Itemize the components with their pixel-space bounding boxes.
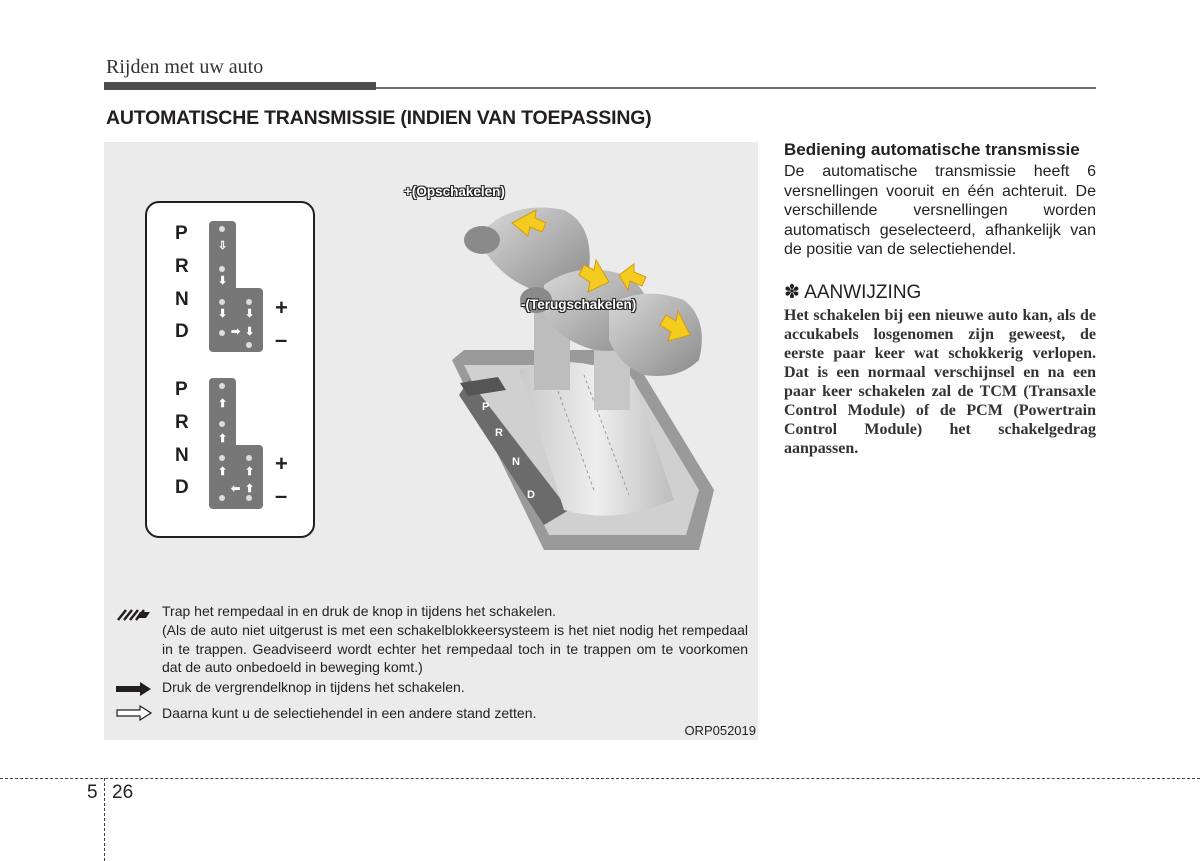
upshift-sign: + [275, 295, 288, 320]
legend-text-shift: Daarna kunt u de selectiehendel in een andere stand zetten. [162, 705, 537, 721]
gate-label-d: D [175, 477, 189, 498]
subheading: Bediening automatische transmissie [784, 140, 1080, 159]
figure-code: ORP052019 [684, 723, 756, 738]
gate-label-n: N [175, 445, 189, 466]
legend-text-note: (Als de auto niet uitgerust is met een schakelblokkeersysteem is het niet nodig het rempedaal in te trappen. Geadviseerd wordt echter het rempedaal toch in te trappen om te voorkomen dat de auto onbedoeld in beweging komt.) [162, 622, 748, 675]
gate-label-r: R [175, 412, 189, 433]
gate-label-d: D [175, 321, 189, 342]
section-title: AUTOMATISCHE TRANSMISSIE (INDIEN VAN TOEPASSING) [106, 107, 652, 129]
console-letter-d: D [527, 489, 535, 501]
body-paragraph: De automatische transmissie heeft 6 versnellingen vooruit en één achteruit. De verschillende versnellingen worden automatisch geselecteerd, afhankelijk van de positie van de selectiehendel. [784, 163, 1096, 258]
gate-label-p: P [175, 223, 188, 244]
console-letter-r: R [495, 427, 503, 439]
gate-label-n: N [175, 289, 189, 310]
header-bar [104, 82, 376, 90]
running-head: Rijden met uw auto [106, 56, 264, 78]
figure-panel [104, 142, 758, 740]
note-body: Het schakelen bij een nieuwe auto kan, als de accukabels losgenomen zijn geweest, de eerste paar keer wat schokkerig verlopen. Dat is een normaal verschijnsel en na een paar keer schakelen zal de TCM (Transaxle Control Module) of de PCM (Powertrain Control Module) het schakelgedrag aanpassen. [784, 306, 1096, 457]
page-number: 26 [112, 782, 134, 803]
console-letter-n: N [512, 456, 520, 468]
note-title: ✽ AANWIJZING [784, 281, 922, 303]
console-letter-p: P [482, 401, 490, 413]
gate-label-p: P [175, 379, 188, 400]
header-rule [376, 87, 1096, 89]
footer-rule [0, 778, 1200, 779]
legend-text-lock: Druk de vergrendelknop in tijdens het schakelen. [162, 679, 465, 695]
outline-arrow-icon [116, 705, 152, 721]
shift-pattern-box: P R N D ⇩ ⬇ ⬇ ➡ ⬇ ⬇ + – P R N D ⬆ ⬆ ⬆ ⬅ ⬆ ⬆ + – [145, 201, 315, 538]
chapter-number: 5 [87, 782, 98, 803]
gate-label-r: R [175, 256, 189, 277]
gear-shifter-illustration [424, 180, 724, 580]
legend-text-brake: Trap het rempedaal in en druk de knop in tijdens het schakelen. [162, 603, 557, 619]
solid-arrow-icon [116, 682, 152, 696]
brake-pedal-icon [116, 608, 152, 622]
right-column [784, 140, 1096, 458]
footer-divider [104, 778, 105, 861]
downshift-callout: -(Terugschakelen) [521, 297, 637, 312]
downshift-sign: – [275, 483, 288, 508]
upshift-sign: + [275, 451, 288, 476]
upshift-callout: +(Opschakelen) [404, 184, 505, 199]
downshift-sign: – [275, 327, 288, 352]
